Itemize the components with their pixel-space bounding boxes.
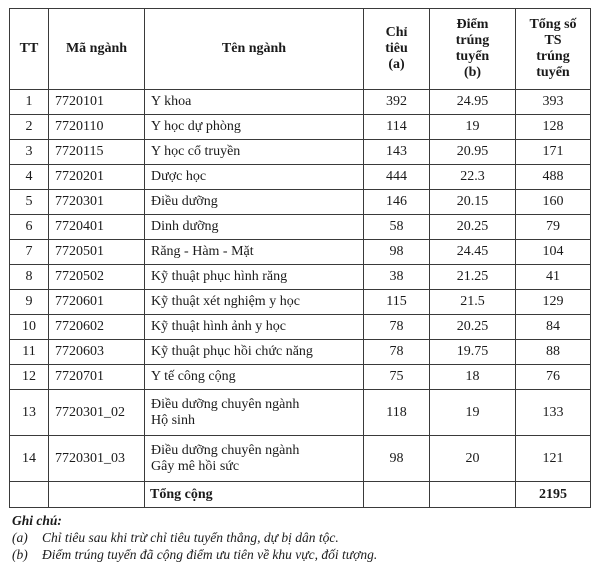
row-name — [145, 240, 364, 265]
total-cell-empty — [430, 482, 516, 508]
table-row — [10, 240, 591, 265]
table-row — [10, 215, 591, 240]
row-total: 76 — [516, 365, 591, 390]
row-name-line: Dược học — [151, 169, 207, 184]
row-tt: 12 — [10, 365, 49, 390]
row-code: 7720502 — [49, 265, 145, 290]
row-code: 7720301 — [49, 190, 145, 215]
row-score: 19.75 — [430, 340, 516, 365]
row-name-line: Điều dưỡng chuyên ngành — [151, 396, 300, 412]
row-score: 19 — [430, 390, 516, 436]
row-name — [145, 215, 364, 240]
row-quota: 38 — [364, 265, 430, 290]
row-quota: 114 — [364, 115, 430, 140]
table-row — [10, 265, 591, 290]
row-quota: 118 — [364, 390, 430, 436]
row-quota: 98 — [364, 240, 430, 265]
row-quota: 146 — [364, 190, 430, 215]
table-row — [10, 290, 591, 315]
row-name-line: Y học dự phòng — [151, 119, 241, 134]
row-name-line: Kỹ thuật phục hồi chức năng — [151, 344, 313, 359]
row-name — [145, 165, 364, 190]
row-code: 7720301_02 — [49, 390, 145, 436]
row-score: 21.25 — [430, 265, 516, 290]
row-total: 171 — [516, 140, 591, 165]
row-name-line: Răng - Hàm - Mặt — [151, 244, 254, 259]
row-name-line: Y tế công cộng — [151, 369, 236, 384]
row-total: 393 — [516, 90, 591, 115]
header-quota: Chỉ tiêu (a) — [364, 9, 430, 90]
row-name-line: Dinh dưỡng — [151, 219, 219, 234]
row-tt: 2 — [10, 115, 49, 140]
table-row — [10, 90, 591, 115]
row-code: 7720603 — [49, 340, 145, 365]
table-row — [10, 436, 591, 482]
row-score: 21.5 — [430, 290, 516, 315]
row-tt: 10 — [10, 315, 49, 340]
row-name-line: Điều dưỡng chuyên ngành — [151, 442, 300, 458]
row-name — [145, 90, 364, 115]
row-name — [145, 190, 364, 215]
row-total: 104 — [516, 240, 591, 265]
row-total: 79 — [516, 215, 591, 240]
note-text: Điểm trúng tuyển đã cộng điểm ưu tiên về khu vực, đối tượng. — [42, 547, 378, 562]
notes-title: Ghi chú: — [12, 513, 62, 528]
row-tt: 9 — [10, 290, 49, 315]
row-score: 20.25 — [430, 215, 516, 240]
row-tt: 3 — [10, 140, 49, 165]
row-code: 7720701 — [49, 365, 145, 390]
row-tt: 6 — [10, 215, 49, 240]
row-name — [145, 340, 364, 365]
row-total: 41 — [516, 265, 591, 290]
total-value: 2195 — [516, 482, 591, 508]
admissions-table — [9, 8, 591, 508]
row-total: 129 — [516, 290, 591, 315]
table-row — [10, 190, 591, 215]
row-total: 84 — [516, 315, 591, 340]
row-quota: 75 — [364, 365, 430, 390]
row-quota: 58 — [364, 215, 430, 240]
row-score: 24.45 — [430, 240, 516, 265]
row-quota: 392 — [364, 90, 430, 115]
table-body — [10, 90, 591, 482]
row-tt: 11 — [10, 340, 49, 365]
row-score: 20.25 — [430, 315, 516, 340]
row-name-line: Kỹ thuật hình ảnh y học — [151, 319, 286, 334]
note-line-a — [12, 529, 592, 546]
table-row — [10, 365, 591, 390]
row-code: 7720501 — [49, 240, 145, 265]
row-name-line: Y khoa — [151, 94, 192, 109]
row-total: 160 — [516, 190, 591, 215]
row-score: 19 — [430, 115, 516, 140]
row-code: 7720110 — [49, 115, 145, 140]
header-row — [10, 9, 591, 90]
table-row — [10, 315, 591, 340]
row-code: 7720601 — [49, 290, 145, 315]
row-tt: 5 — [10, 190, 49, 215]
row-score: 24.95 — [430, 90, 516, 115]
row-name-line: Kỹ thuật xét nghiệm y học — [151, 294, 300, 309]
row-tt: 8 — [10, 265, 49, 290]
total-row — [10, 482, 591, 508]
row-quota: 78 — [364, 315, 430, 340]
row-score: 20.95 — [430, 140, 516, 165]
table-row — [10, 165, 591, 190]
row-score: 20 — [430, 436, 516, 482]
row-score: 18 — [430, 365, 516, 390]
table-row — [10, 340, 591, 365]
row-quota: 444 — [364, 165, 430, 190]
row-code: 7720301_03 — [49, 436, 145, 482]
row-name — [145, 265, 364, 290]
header-code: Mã ngành — [49, 9, 145, 90]
row-quota: 115 — [364, 290, 430, 315]
note-label: (b) — [12, 547, 28, 562]
row-score: 22.3 — [430, 165, 516, 190]
note-text: Chỉ tiêu sau khi trừ chỉ tiêu tuyển thẳng, dự bị dân tộc. — [42, 530, 339, 545]
row-quota: 98 — [364, 436, 430, 482]
row-name — [145, 290, 364, 315]
table-row — [10, 390, 591, 436]
table-row — [10, 115, 591, 140]
row-name — [145, 315, 364, 340]
note-label: (a) — [12, 530, 28, 545]
row-name — [145, 436, 364, 482]
row-quota: 143 — [364, 140, 430, 165]
row-name-line: Điều dưỡng — [151, 194, 218, 209]
row-total: 133 — [516, 390, 591, 436]
row-code: 7720401 — [49, 215, 145, 240]
header-tt: TT — [10, 9, 49, 90]
row-name-line: Y học cổ truyền — [151, 144, 241, 159]
row-score: 20.15 — [430, 190, 516, 215]
total-label: Tổng cộng — [145, 482, 364, 508]
total-cell-empty — [10, 482, 49, 508]
row-tt: 7 — [10, 240, 49, 265]
row-code: 7720101 — [49, 90, 145, 115]
total-cell-empty — [49, 482, 145, 508]
row-tt: 1 — [10, 90, 49, 115]
note-line-b — [12, 546, 592, 563]
row-code: 7720115 — [49, 140, 145, 165]
row-tt: 4 — [10, 165, 49, 190]
header-name: Tên ngành — [145, 9, 364, 90]
row-total: 121 — [516, 436, 591, 482]
row-total: 88 — [516, 340, 591, 365]
row-name — [145, 115, 364, 140]
row-name — [145, 365, 364, 390]
row-total: 488 — [516, 165, 591, 190]
row-tt: 13 — [10, 390, 49, 436]
total-cell-empty — [364, 482, 430, 508]
row-code: 7720201 — [49, 165, 145, 190]
notes-section — [12, 512, 592, 563]
row-code: 7720602 — [49, 315, 145, 340]
row-name-line: Kỹ thuật phục hình răng — [151, 269, 288, 284]
row-name — [145, 140, 364, 165]
row-name — [145, 390, 364, 436]
header-score: Điểm trúng tuyển (b) — [430, 9, 516, 90]
header-total: Tổng số TS trúng tuyển — [516, 9, 591, 90]
row-quota: 78 — [364, 340, 430, 365]
row-name-line: Hộ sinh — [151, 412, 195, 428]
row-total: 128 — [516, 115, 591, 140]
row-tt: 14 — [10, 436, 49, 482]
table-row — [10, 140, 591, 165]
row-name-line: Gây mê hồi sức — [151, 458, 240, 474]
